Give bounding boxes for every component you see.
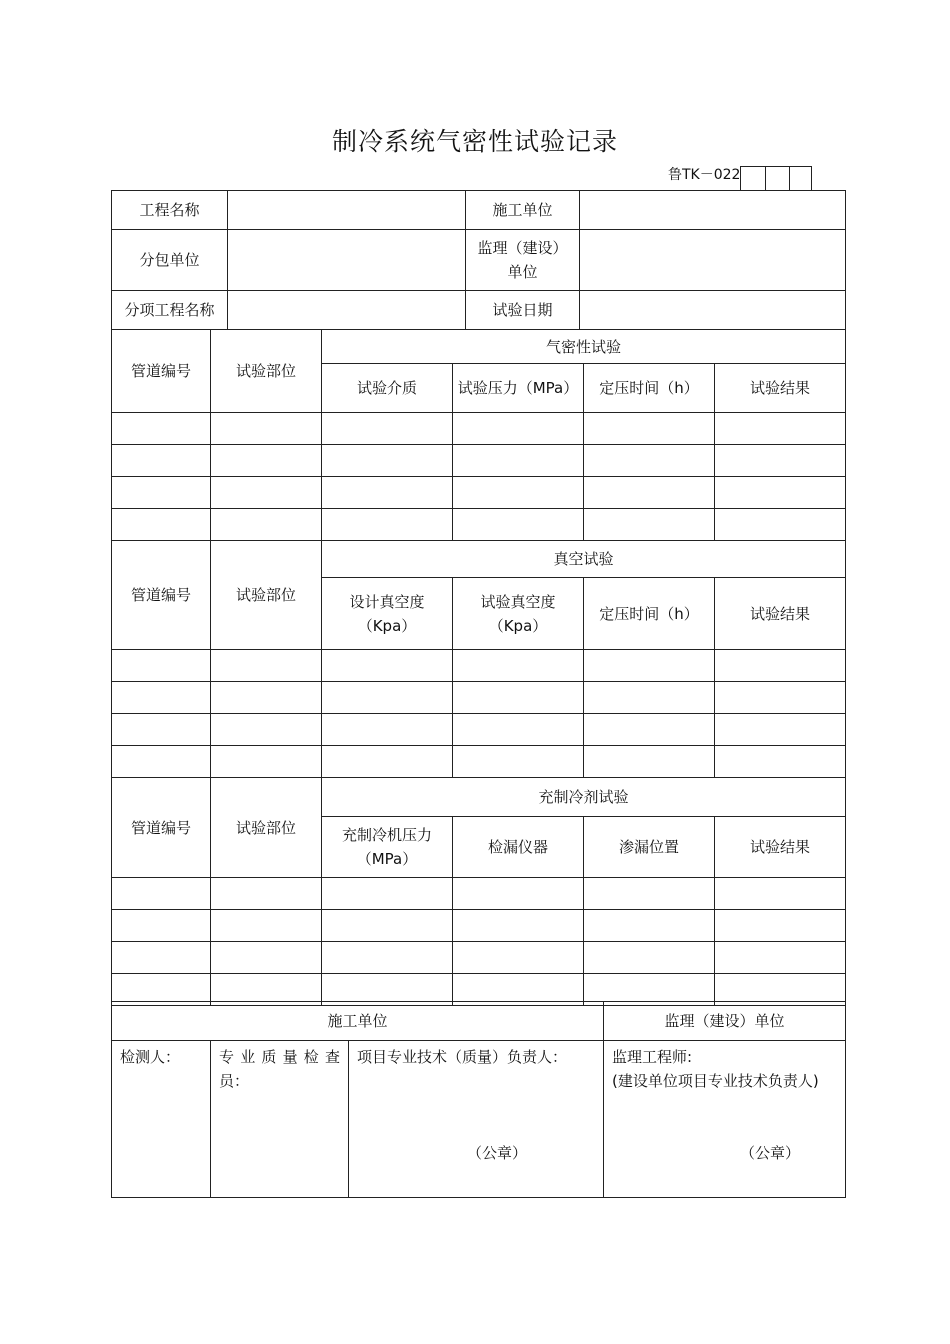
data-cell[interactable] [715, 682, 846, 714]
data-cell[interactable] [112, 682, 211, 714]
data-cell[interactable] [112, 942, 211, 974]
table-row [112, 477, 846, 509]
table-row [112, 682, 846, 714]
data-cell[interactable] [584, 477, 715, 509]
construction-unit-field[interactable] [580, 191, 846, 230]
data-cell[interactable] [112, 878, 211, 910]
supervision-unit-heading: 监理（建设）单位 [604, 1002, 846, 1041]
data-cell[interactable] [453, 682, 584, 714]
form-code-boxes [740, 166, 812, 190]
tech-lead-cell[interactable] [349, 1041, 604, 1198]
airtight-result-header: 试验结果 [715, 364, 846, 413]
vacuum-design-header [322, 578, 453, 650]
data-cell[interactable] [715, 413, 846, 445]
data-cell[interactable] [322, 714, 453, 746]
data-cell[interactable] [211, 714, 322, 746]
data-cell[interactable] [584, 650, 715, 682]
seal-right: （公章） [740, 1144, 801, 1162]
data-cell[interactable] [453, 445, 584, 477]
data-cell[interactable] [211, 509, 322, 541]
vacuum-section-title: 真空试验 [322, 541, 846, 578]
data-cell[interactable] [211, 878, 322, 910]
quality-inspector-label-line2: 员： [219, 1072, 250, 1090]
data-cell[interactable] [322, 413, 453, 445]
supervisor-cell[interactable] [604, 1041, 846, 1198]
data-cell[interactable] [584, 910, 715, 942]
header-info-table [111, 190, 846, 330]
sub-project-label: 分项工程名称 [112, 291, 228, 330]
vacuum-test-part-header: 试验部位 [211, 541, 322, 650]
data-cell[interactable] [715, 942, 846, 974]
supervision-unit-field[interactable] [580, 230, 846, 291]
signature-table [111, 1001, 846, 1198]
subcontractor-label: 分包单位 [112, 230, 228, 291]
data-cell[interactable] [453, 910, 584, 942]
refrigerant-leak-location-header: 渗漏位置 [584, 817, 715, 878]
data-cell[interactable] [715, 477, 846, 509]
table-row [112, 910, 846, 942]
table-row [112, 650, 846, 682]
vacuum-test-line2: （Kpa） [488, 616, 548, 635]
refrigerant-pressure-line1: 充制冷机压力 [341, 826, 432, 844]
data-cell[interactable] [453, 650, 584, 682]
supervision-label-line1: 监理（建设） [477, 239, 568, 257]
supervision-label-line2: 单位 [507, 263, 538, 281]
data-cell[interactable] [322, 509, 453, 541]
inspector-cell[interactable] [112, 1041, 211, 1198]
airtight-medium-header: 试验介质 [322, 364, 453, 413]
data-cell[interactable] [322, 682, 453, 714]
data-cell[interactable] [453, 509, 584, 541]
table-row [112, 942, 846, 974]
data-cell[interactable] [584, 682, 715, 714]
vacuum-design-line2: （Kpa） [357, 616, 417, 635]
table-row [112, 413, 846, 445]
data-cell[interactable] [453, 413, 584, 445]
data-cell[interactable] [211, 942, 322, 974]
test-date-field[interactable] [580, 291, 846, 330]
data-cell[interactable] [715, 509, 846, 541]
data-cell[interactable] [112, 477, 211, 509]
refrigerant-pipe-no-header: 管道编号 [112, 778, 211, 878]
refrigerant-pressure-header [322, 817, 453, 878]
data-cell[interactable] [584, 746, 715, 778]
quality-inspector-label-line1: 专业质量检查 [219, 1048, 340, 1066]
data-cell[interactable] [211, 650, 322, 682]
construction-unit-heading: 施工单位 [112, 1002, 604, 1041]
construction-unit-label: 施工单位 [466, 191, 580, 230]
table-row [112, 746, 846, 778]
data-cell[interactable] [211, 746, 322, 778]
vacuum-test-line1: 试验真空度 [480, 592, 556, 611]
airtight-pipe-no-header: 管道编号 [112, 330, 211, 413]
data-cell[interactable] [584, 878, 715, 910]
data-cell[interactable] [453, 942, 584, 974]
data-cell[interactable] [112, 910, 211, 942]
data-cell[interactable] [322, 650, 453, 682]
airtight-pressure-header: 试验压力（MPa） [453, 364, 584, 413]
data-cell[interactable] [211, 910, 322, 942]
vacuum-hold-time-header: 定压时间（h） [584, 578, 715, 650]
data-cell[interactable] [453, 746, 584, 778]
data-cell[interactable] [322, 878, 453, 910]
data-cell[interactable] [211, 682, 322, 714]
vacuum-design-line1: 设计真空度 [349, 592, 425, 611]
data-cell[interactable] [715, 714, 846, 746]
refrigerant-section-title: 充制冷剂试验 [322, 778, 846, 817]
table-row [112, 445, 846, 477]
airtight-hold-time-header: 定压时间（h） [584, 364, 715, 413]
data-cell[interactable] [112, 509, 211, 541]
data-cell[interactable] [322, 445, 453, 477]
inspector-label: 检测人： [120, 1048, 181, 1066]
data-cell[interactable] [112, 650, 211, 682]
form-code: 鲁TK－022 [668, 167, 741, 183]
data-cell[interactable] [715, 910, 846, 942]
data-cell[interactable] [211, 445, 322, 477]
supervisor-engineer-label: 监理工程师: [612, 1048, 693, 1066]
data-cell[interactable] [112, 413, 211, 445]
data-cell[interactable] [322, 477, 453, 509]
project-name-label: 工程名称 [112, 191, 228, 230]
data-cell[interactable] [322, 910, 453, 942]
data-cell[interactable] [453, 714, 584, 746]
data-cell[interactable] [211, 477, 322, 509]
data-cell[interactable] [322, 746, 453, 778]
data-cell[interactable] [112, 445, 211, 477]
test-date-label: 试验日期 [466, 291, 580, 330]
airtight-section-title: 气密性试验 [322, 330, 846, 364]
tech-lead-label: 项目专业技术（质量）负责人： [357, 1048, 568, 1066]
vacuum-result-header: 试验结果 [715, 578, 846, 650]
project-name-field[interactable] [228, 191, 466, 230]
vacuum-pipe-no-header: 管道编号 [112, 541, 211, 650]
seal-left: （公章） [467, 1144, 528, 1162]
supervision-unit-label [466, 230, 580, 291]
data-cell[interactable] [322, 942, 453, 974]
subcontractor-field[interactable] [228, 230, 466, 291]
data-cell[interactable] [715, 650, 846, 682]
data-cell[interactable] [715, 445, 846, 477]
test-sections-table [111, 329, 846, 1006]
page-title: 制冷系统气密性试验记录 [331, 127, 618, 156]
data-cell[interactable] [584, 942, 715, 974]
refrigerant-instrument-header: 检漏仪器 [453, 817, 584, 878]
sub-project-field[interactable] [228, 291, 466, 330]
data-cell[interactable] [211, 413, 322, 445]
data-cell[interactable] [584, 413, 715, 445]
supervisor-note: (建设单位项目专业技术负责人) [612, 1072, 819, 1090]
data-cell[interactable] [715, 746, 846, 778]
data-cell[interactable] [112, 714, 211, 746]
data-cell[interactable] [453, 878, 584, 910]
refrigerant-result-header: 试验结果 [715, 817, 846, 878]
data-cell[interactable] [112, 746, 211, 778]
table-row [112, 714, 846, 746]
data-cell[interactable] [584, 445, 715, 477]
airtight-test-part-header: 试验部位 [211, 330, 322, 413]
refrigerant-pressure-line2: （MPa） [356, 850, 418, 868]
refrigerant-test-part-header: 试验部位 [211, 778, 322, 878]
data-cell[interactable] [453, 477, 584, 509]
data-cell[interactable] [715, 878, 846, 910]
data-cell[interactable] [584, 714, 715, 746]
table-row [112, 509, 846, 541]
vacuum-test-header [453, 578, 584, 650]
quality-inspector-cell[interactable] [211, 1041, 349, 1198]
data-cell[interactable] [584, 509, 715, 541]
table-row [112, 878, 846, 910]
